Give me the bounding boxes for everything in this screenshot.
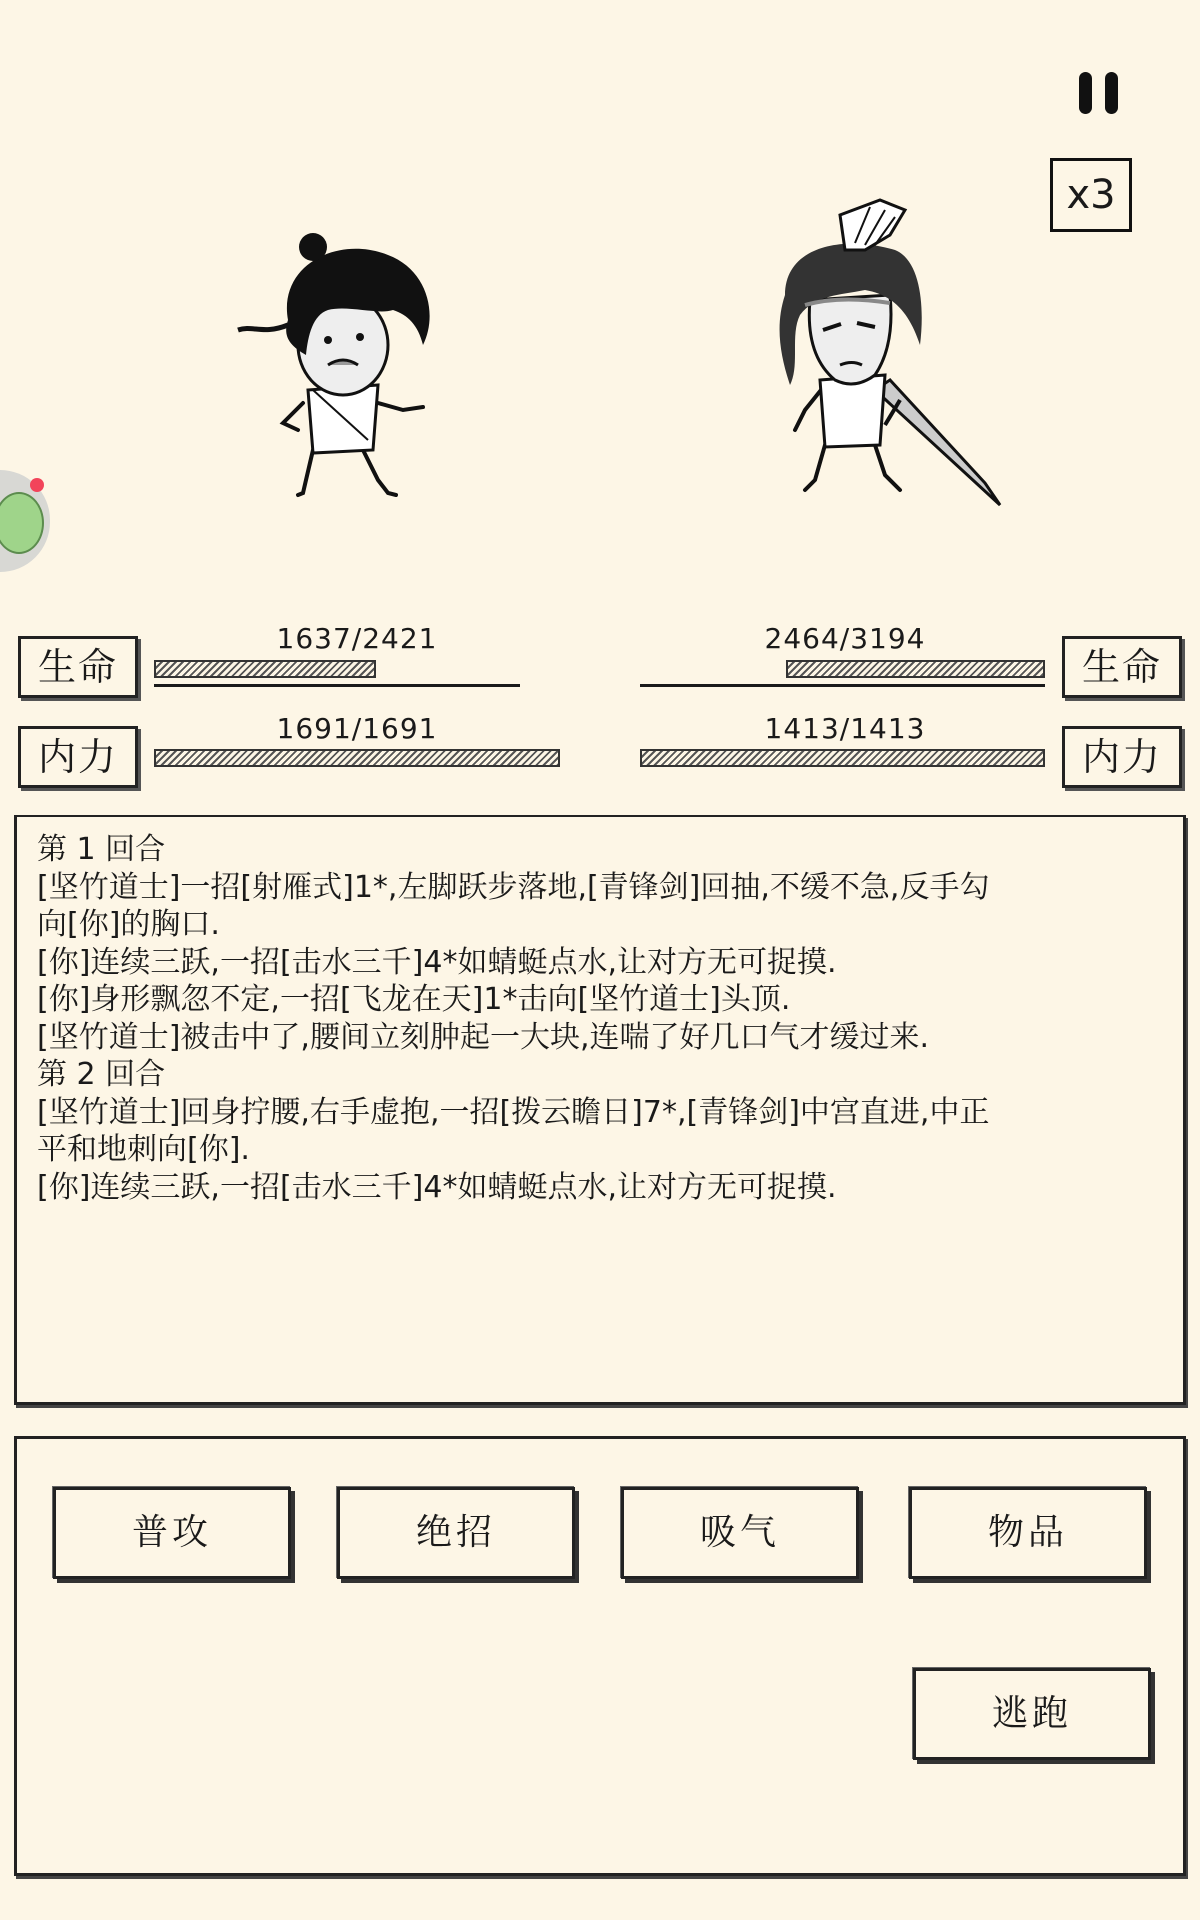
log-line: [你]连续三跃,一招[击水三千]4*如蜻蜓点水,让对方无可捉摸. xyxy=(37,944,837,980)
player-mp-label: 内力 xyxy=(18,726,138,788)
pause-button[interactable] xyxy=(1075,70,1123,118)
enemy-hp-value: 2464/3194 xyxy=(764,622,926,655)
enemy-hp-track xyxy=(640,684,1045,687)
log-line: 第 1 回合 xyxy=(37,832,166,867)
log-line: 平和地刺向[你]. xyxy=(37,1132,250,1167)
speed-toggle-button[interactable]: x3 xyxy=(1050,158,1132,232)
assistant-avatar-icon xyxy=(0,492,44,554)
log-line: [坚竹道士]被击中了,腰间立刻肿起一大块,连喘了好几口气才缓过来. xyxy=(37,1019,930,1055)
special-move-button[interactable]: 绝招 xyxy=(337,1487,575,1579)
log-line: [你]身形飘忽不定,一招[飞龙在天]1*击向[坚竹道士]头顶. xyxy=(37,982,791,1017)
player-mp-value: 1691/1691 xyxy=(276,712,438,745)
enemy-character xyxy=(745,195,1015,515)
breathe-button[interactable]: 吸气 xyxy=(621,1487,859,1579)
enemy-hp-label: 生命 xyxy=(1062,636,1182,698)
log-line: [你]连续三跃,一招[击水三千]4*如蜻蜓点水,让对方无可捉摸. xyxy=(37,1169,837,1205)
enemy-mp-value: 1413/1413 xyxy=(764,712,926,745)
player-hp-label: 生命 xyxy=(18,636,138,698)
normal-attack-button[interactable]: 普攻 xyxy=(53,1487,291,1579)
floating-assistant-button[interactable] xyxy=(0,470,50,572)
player-hp-track xyxy=(154,684,520,687)
enemy-mp-bar xyxy=(640,749,1045,767)
log-line: 向[你]的胸口. xyxy=(37,907,220,942)
enemy-hp-bar xyxy=(786,660,1045,678)
battle-log[interactable] xyxy=(14,815,1186,1405)
player-hp-bar xyxy=(154,660,376,678)
flee-button[interactable]: 逃跑 xyxy=(913,1668,1151,1760)
log-line: [坚竹道士]一招[射雁式]1*,左脚跃步落地,[青锋剑]回抽,不缓不急,反手勾 xyxy=(37,869,990,905)
player-character xyxy=(228,225,458,505)
pause-icon xyxy=(1079,72,1092,114)
player-mp-bar xyxy=(154,749,560,767)
player-hp-value: 1637/2421 xyxy=(276,622,438,655)
items-button[interactable]: 物品 xyxy=(909,1487,1147,1579)
enemy-mp-label: 内力 xyxy=(1062,726,1182,788)
notification-dot xyxy=(30,478,44,492)
log-line: [坚竹道士]回身拧腰,右手虚抱,一招[拨云瞻日]7*,[青锋剑]中宫直进,中正 xyxy=(37,1094,990,1130)
log-line: 第 2 回合 xyxy=(37,1057,166,1092)
